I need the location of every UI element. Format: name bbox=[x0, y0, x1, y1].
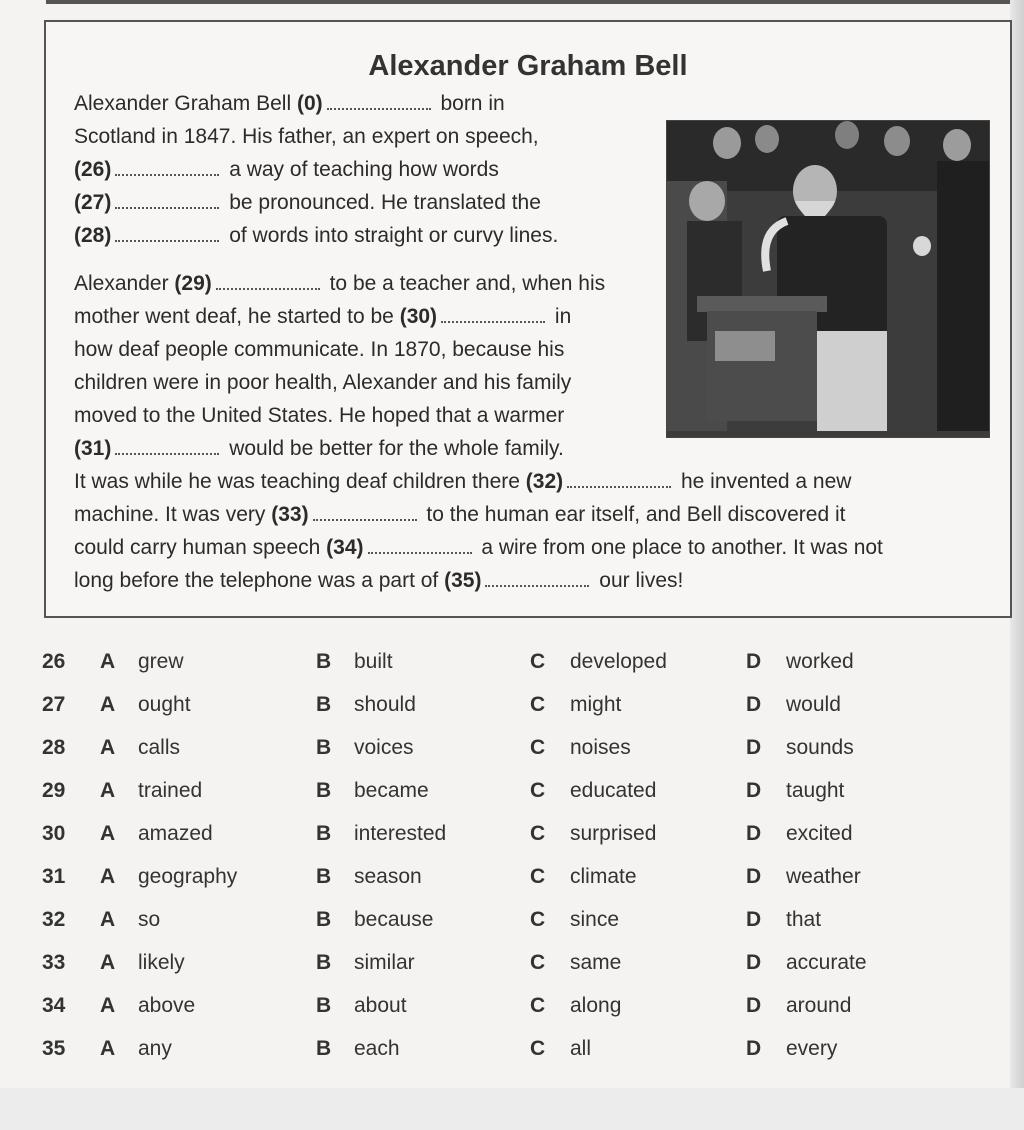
option-b[interactable]: each bbox=[354, 1037, 400, 1060]
passage-line: how deaf people communicate. In 1870, because his bbox=[74, 338, 565, 361]
passage-line: could carry human speech (34) a wire from one place to another. It was not bbox=[74, 536, 883, 559]
option-d[interactable]: weather bbox=[786, 865, 861, 888]
answer-blank[interactable] bbox=[115, 439, 219, 455]
question-row-31 bbox=[0, 865, 1000, 895]
option-a[interactable]: trained bbox=[138, 779, 203, 802]
question-row-35 bbox=[0, 1037, 1000, 1067]
option-d[interactable]: every bbox=[786, 1037, 838, 1060]
option-d[interactable]: that bbox=[786, 908, 822, 931]
passage-line: (27) be pronounced. He translated the bbox=[74, 191, 541, 214]
question-number: 31 bbox=[42, 865, 66, 888]
passage-line: (28) of words into straight or curvy lines. bbox=[74, 224, 559, 247]
question-number: 27 bbox=[42, 693, 66, 716]
page-bottom-margin bbox=[0, 1088, 1024, 1130]
option-letter: A bbox=[100, 1037, 116, 1060]
option-letter: A bbox=[100, 736, 116, 759]
option-letter: B bbox=[316, 736, 332, 759]
option-letter: B bbox=[316, 865, 332, 888]
option-d[interactable]: excited bbox=[786, 822, 853, 845]
top-rule bbox=[46, 0, 1024, 4]
page-title: Alexander Graham Bell bbox=[368, 50, 688, 82]
option-a[interactable]: so bbox=[138, 908, 161, 931]
question-row-29 bbox=[0, 779, 1000, 809]
option-letter: B bbox=[316, 693, 332, 716]
option-d[interactable]: would bbox=[786, 693, 841, 716]
option-c[interactable]: developed bbox=[570, 650, 667, 673]
option-c[interactable]: climate bbox=[570, 865, 637, 888]
option-a[interactable]: likely bbox=[138, 951, 185, 974]
option-c[interactable]: surprised bbox=[570, 822, 657, 845]
option-letter: B bbox=[316, 908, 332, 931]
question-row-32 bbox=[0, 908, 1000, 938]
option-d[interactable]: around bbox=[786, 994, 852, 1017]
question-number: 30 bbox=[42, 822, 66, 845]
page-edge-shadow bbox=[1010, 0, 1024, 1090]
option-letter: C bbox=[530, 908, 546, 931]
option-letter: D bbox=[746, 994, 762, 1017]
question-row-34 bbox=[0, 994, 1000, 1024]
question-number: 35 bbox=[42, 1037, 66, 1060]
option-b[interactable]: voices bbox=[354, 736, 414, 759]
option-letter: C bbox=[530, 1037, 546, 1060]
option-letter: A bbox=[100, 865, 116, 888]
option-letter: B bbox=[316, 1037, 332, 1060]
option-letter: A bbox=[100, 693, 116, 716]
option-letter: C bbox=[530, 693, 546, 716]
option-c[interactable]: might bbox=[570, 693, 622, 716]
option-letter: C bbox=[530, 822, 546, 845]
option-c[interactable]: along bbox=[570, 994, 622, 1017]
passage-line: moved to the United States. He hoped that a warmer bbox=[74, 404, 565, 427]
option-letter: C bbox=[530, 736, 546, 759]
option-letter: A bbox=[100, 994, 116, 1017]
passage-line: Alexander (29) to be a teacher and, when his bbox=[74, 272, 606, 295]
question-number: 34 bbox=[42, 994, 66, 1017]
option-c[interactable]: since bbox=[570, 908, 620, 931]
option-letter: D bbox=[746, 736, 762, 759]
option-d[interactable]: accurate bbox=[786, 951, 867, 974]
option-d[interactable]: taught bbox=[786, 779, 845, 802]
option-letter: C bbox=[530, 650, 546, 673]
passage-line: (31) would be better for the whole family. bbox=[74, 437, 564, 460]
option-letter: D bbox=[746, 822, 762, 845]
passage-line: machine. It was very (33) to the human ear itself, and Bell discovered it bbox=[74, 503, 846, 526]
option-letter: D bbox=[746, 865, 762, 888]
option-b[interactable]: became bbox=[354, 779, 429, 802]
option-letter: A bbox=[100, 822, 116, 845]
option-letter: A bbox=[100, 951, 116, 974]
option-a[interactable]: grew bbox=[138, 650, 184, 673]
passage-line: children were in poor health, Alexander and his family bbox=[74, 371, 572, 394]
option-a[interactable]: calls bbox=[138, 736, 181, 759]
question-number: 28 bbox=[42, 736, 66, 759]
option-a[interactable]: geography bbox=[138, 865, 238, 888]
passage-line: Scotland in 1847. His father, an expert on speech, bbox=[74, 125, 539, 148]
option-a[interactable]: ought bbox=[138, 693, 191, 716]
answer-blank[interactable] bbox=[368, 538, 472, 554]
option-letter: B bbox=[316, 650, 332, 673]
question-row-33 bbox=[0, 951, 1000, 981]
question-number: 33 bbox=[42, 951, 66, 974]
option-d[interactable]: worked bbox=[786, 650, 854, 673]
passage-line: Alexander Graham Bell (0) born in bbox=[74, 92, 505, 115]
option-letter: C bbox=[530, 951, 546, 974]
option-letter: D bbox=[746, 693, 762, 716]
option-a[interactable]: above bbox=[138, 994, 196, 1017]
answer-blank[interactable] bbox=[327, 94, 431, 110]
option-b[interactable]: built bbox=[354, 650, 393, 673]
option-letter: C bbox=[530, 865, 546, 888]
passage-line: It was while he was teaching deaf children there (32) he invented a new bbox=[74, 470, 852, 493]
answer-blank[interactable] bbox=[115, 193, 219, 209]
option-b[interactable]: similar bbox=[354, 951, 415, 974]
question-row-30 bbox=[0, 822, 1000, 852]
passage-line: mother went deaf, he started to be (30) in bbox=[74, 305, 572, 328]
option-b[interactable]: interested bbox=[354, 822, 447, 845]
option-letter: A bbox=[100, 779, 116, 802]
question-number: 26 bbox=[42, 650, 66, 673]
option-c[interactable]: noises bbox=[570, 736, 631, 759]
answer-blank[interactable] bbox=[115, 226, 219, 242]
question-row-26 bbox=[0, 650, 1000, 680]
photo-illustration bbox=[667, 121, 989, 437]
option-letter: A bbox=[100, 650, 116, 673]
option-c[interactable]: all bbox=[570, 1037, 592, 1060]
option-b[interactable]: about bbox=[354, 994, 407, 1017]
option-letter: D bbox=[746, 650, 762, 673]
question-row-28 bbox=[0, 736, 1000, 766]
option-letter: D bbox=[746, 908, 762, 931]
option-letter: A bbox=[100, 908, 116, 931]
question-number: 29 bbox=[42, 779, 66, 802]
option-letter: B bbox=[316, 779, 332, 802]
bell-telephone-photo bbox=[666, 120, 990, 438]
answer-blank[interactable] bbox=[313, 505, 417, 521]
option-letter: B bbox=[316, 822, 332, 845]
passage-line: long before the telephone was a part of (35) our lives! bbox=[74, 569, 684, 592]
passage-line: (26) a way of teaching how words bbox=[74, 158, 499, 181]
option-letter: B bbox=[316, 951, 332, 974]
option-a[interactable]: amazed bbox=[138, 822, 213, 845]
option-b[interactable]: should bbox=[354, 693, 416, 716]
answer-blank[interactable] bbox=[485, 571, 589, 587]
question-row-27 bbox=[0, 693, 1000, 723]
answer-blank[interactable] bbox=[115, 160, 219, 176]
option-letter: B bbox=[316, 994, 332, 1017]
option-letter: D bbox=[746, 779, 762, 802]
option-letter: C bbox=[530, 994, 546, 1017]
question-number: 32 bbox=[42, 908, 66, 931]
option-b[interactable]: because bbox=[354, 908, 434, 931]
option-c[interactable]: educated bbox=[570, 779, 657, 802]
option-c[interactable]: same bbox=[570, 951, 622, 974]
option-a[interactable]: any bbox=[138, 1037, 172, 1060]
answer-blank[interactable] bbox=[441, 307, 545, 323]
answer-blank[interactable] bbox=[567, 472, 671, 488]
answer-blank[interactable] bbox=[216, 274, 320, 290]
option-d[interactable]: sounds bbox=[786, 736, 854, 759]
option-letter: D bbox=[746, 951, 762, 974]
passage-box bbox=[44, 20, 1012, 618]
option-letter: D bbox=[746, 1037, 762, 1060]
option-letter: C bbox=[530, 779, 546, 802]
option-b[interactable]: season bbox=[354, 865, 422, 888]
